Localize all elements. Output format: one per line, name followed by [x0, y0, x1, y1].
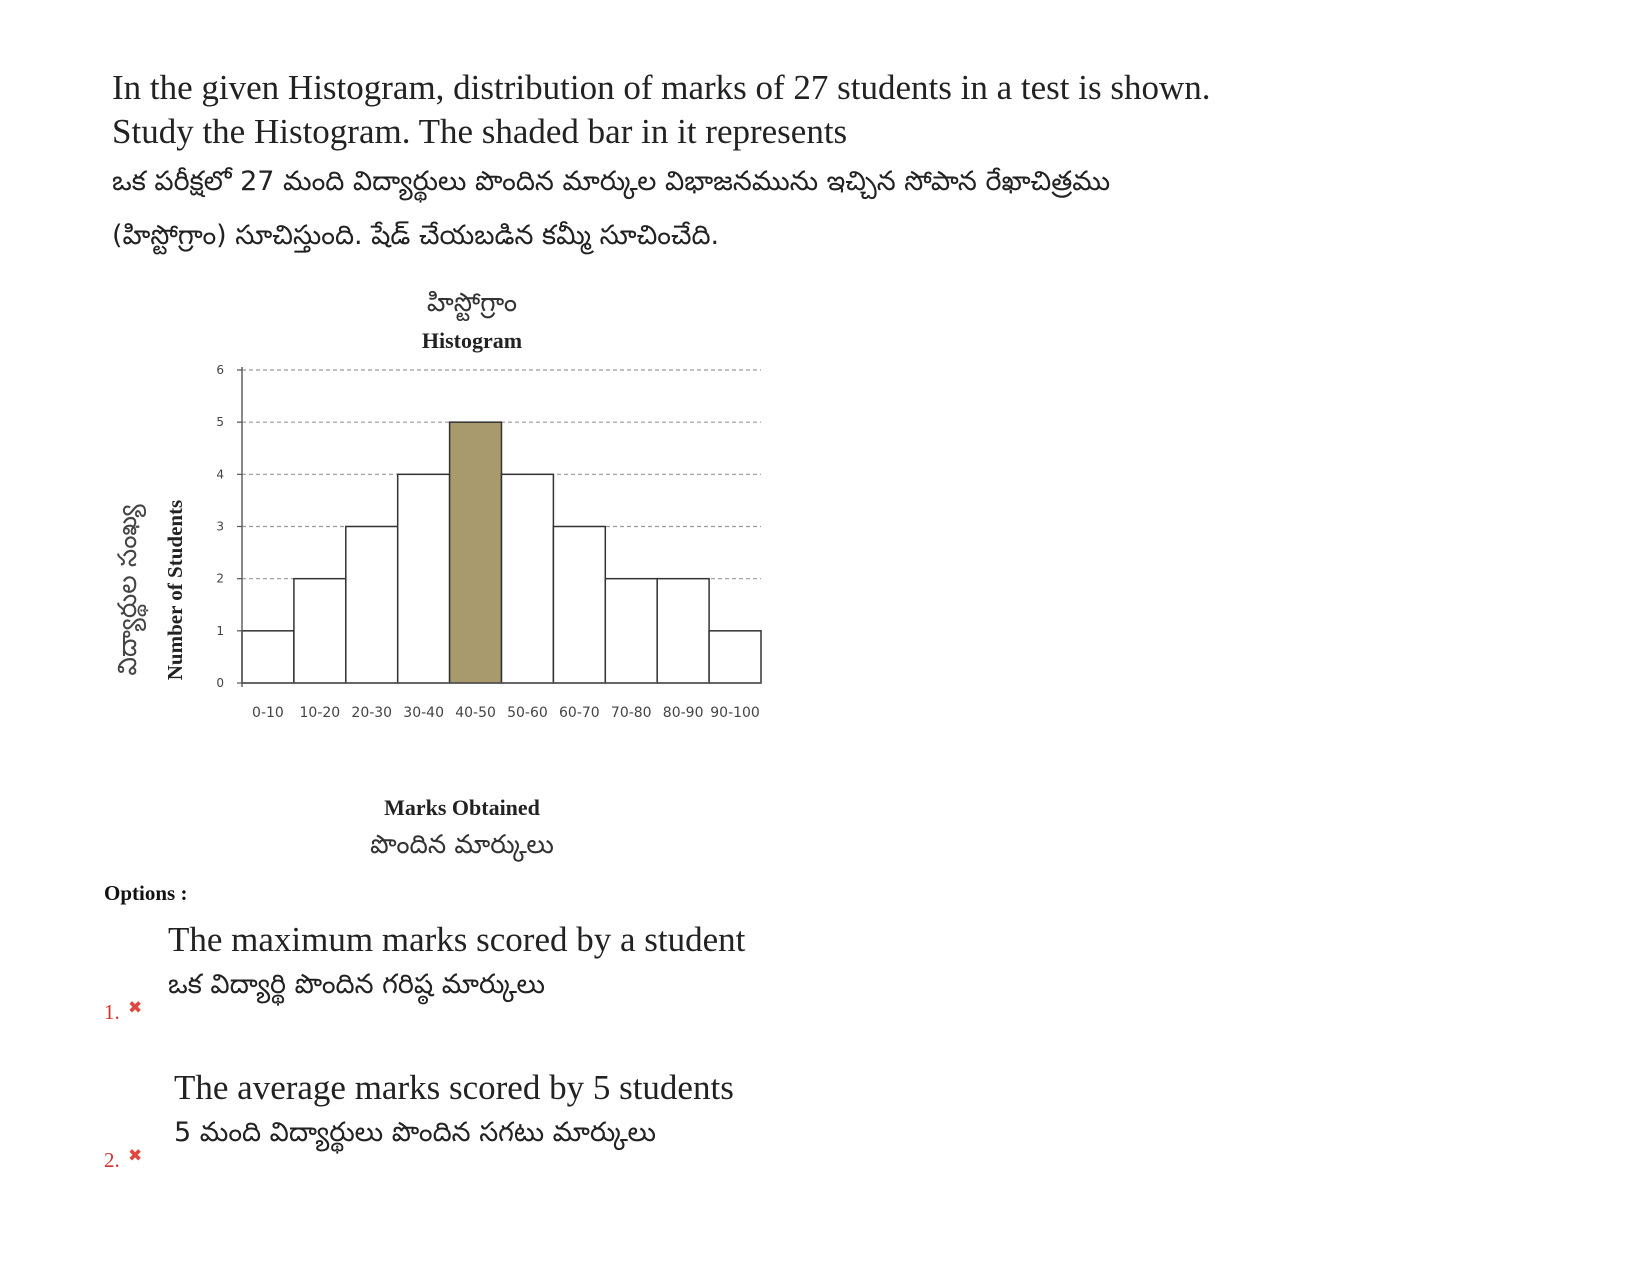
chart-title-telugu: హిస్టోగ్రాం	[426, 288, 518, 318]
question-text-telugu-2: (హిస్టోగ్రాం) సూచిస్తుంది. షేడ్ చేయబడిన కమ్మీ సూచించేది.	[112, 220, 720, 251]
x-tick-label: 40-50	[455, 705, 496, 721]
bar-50-60	[502, 474, 554, 683]
x-tick-label: 50-60	[507, 705, 548, 721]
question-text-english-2: Study the Histogram. The shaded bar in it represents	[112, 112, 848, 151]
y-tick-label: 4	[216, 467, 224, 482]
histogram-svg	[100, 285, 840, 870]
cross-icon: ✖	[128, 1146, 143, 1166]
x-tick-label: 20-30	[351, 705, 393, 721]
option-text	[168, 918, 968, 1008]
question-text-telugu-1: ఒక పరీక్షలో 27 మంది విద్యార్థులు పొందిన మార్కుల విభాజనమును ఇచ్చిన సోపాన రేఖాచిత్రము	[112, 166, 1111, 197]
y-tick-labels	[216, 363, 224, 690]
y-tick-label: 1	[216, 623, 224, 638]
x-tick-label: 70-80	[610, 705, 652, 721]
y-tick-label: 6	[216, 363, 224, 377]
bar-60-70	[553, 527, 605, 684]
y-axis-label: Number of Students	[163, 499, 187, 681]
x-axis-label: Marks Obtained	[384, 795, 540, 820]
option-text	[174, 1066, 974, 1156]
histogram-chart	[100, 285, 840, 870]
bar-0-10	[242, 631, 294, 683]
x-tick-label: 60-70	[559, 705, 600, 721]
options-label: Options :	[104, 881, 188, 905]
y-tick-label: 2	[216, 571, 224, 586]
y-tick-label: 3	[216, 519, 224, 534]
x-axis-label-telugu: పొందిన మార్కులు	[370, 830, 554, 860]
y-axis-label-telugu: విద్యార్థుల సంఖ్య	[113, 504, 143, 676]
y-tick-label: 5	[216, 415, 224, 430]
option-number: 2.	[104, 1148, 120, 1172]
y-tick-label: 0	[216, 676, 224, 690]
bar-80-90	[657, 579, 709, 683]
chart-title: Histogram	[421, 328, 523, 353]
x-tick-label: 0-10	[252, 705, 284, 721]
bar-30-40	[398, 474, 450, 683]
x-tick-label: 10-20	[299, 705, 341, 721]
bar-90-100	[709, 631, 761, 683]
bar-highlighted-40-50	[450, 422, 502, 683]
option-text-telugu: 5 మంది విద్యార్థులు పొందిన సగటు మార్కులు	[174, 1117, 656, 1148]
x-tick-label: 30-40	[403, 705, 444, 721]
option-text-telugu: ఒక విద్యార్థి పొందిన గరిష్ఠ మార్కులు	[168, 969, 546, 1000]
bars	[242, 422, 761, 683]
bar-20-30	[346, 527, 398, 684]
question-block	[112, 66, 1512, 262]
x-tick-label: 80-90	[662, 705, 704, 721]
bar-10-20	[294, 579, 346, 683]
option-text-english: The maximum marks scored by a student	[168, 920, 746, 959]
option-number: 1.	[104, 1000, 120, 1024]
x-tick-labels	[252, 705, 760, 721]
x-tick-label: 90-100	[710, 705, 760, 721]
question-text-english-1: In the given Histogram, distribution of marks of 27 students in a test is shown.	[112, 68, 1211, 107]
cross-icon: ✖	[128, 998, 143, 1018]
option-text-english: The average marks scored by 5 students	[174, 1068, 734, 1107]
bar-70-80	[605, 579, 657, 683]
